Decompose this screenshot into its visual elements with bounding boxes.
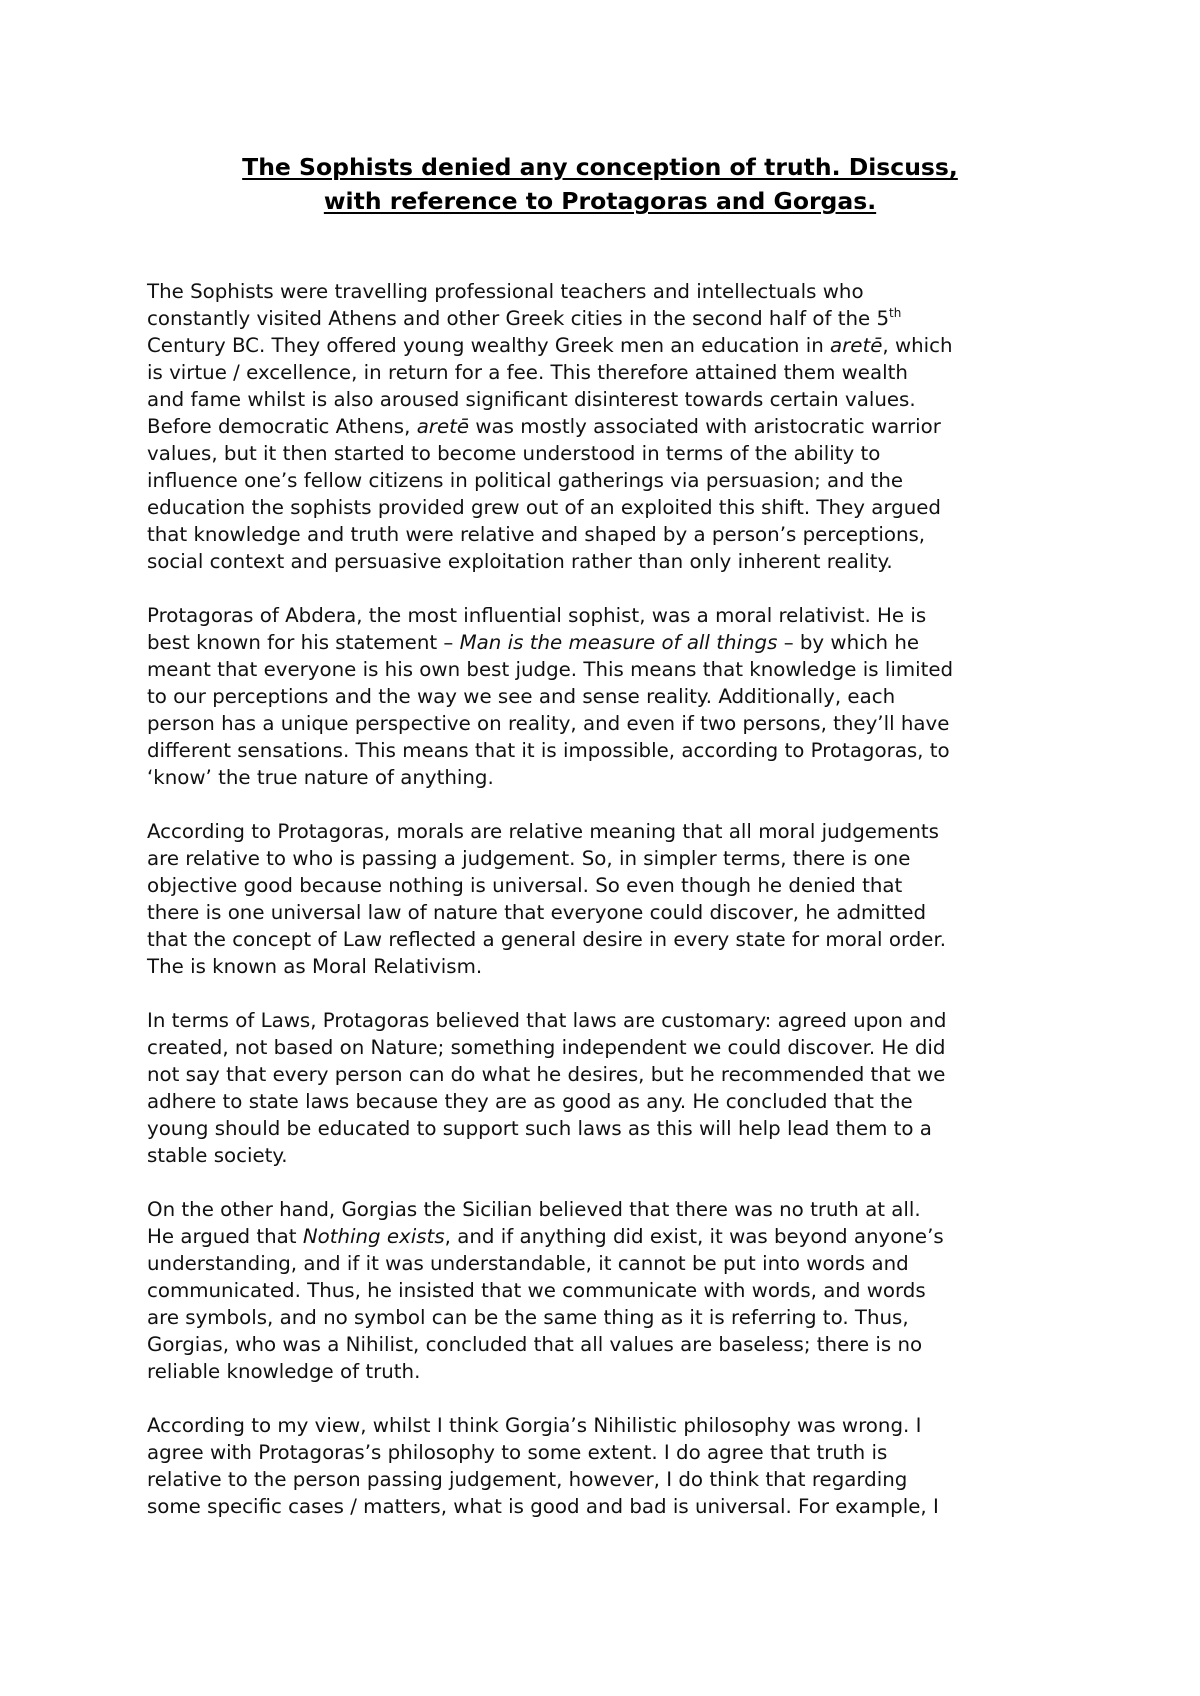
text-run: agree with Protagoras’s philosophy to some extent. I do agree that truth is [147,1441,888,1464]
text-line [147,1115,1067,1142]
text-line [147,1142,1067,1169]
paragraph-gorgias [147,1196,1067,1385]
text-run: to our perceptions and the way we see and sense reality. Additionally, each [147,685,896,708]
document-title [100,150,1100,218]
paragraph-moral-relativism [147,818,1067,980]
text-run: understanding, and if it was understandable, it cannot be put into words and [147,1252,909,1275]
text-line [147,359,1067,386]
text-line [147,764,1067,791]
text-run: , which [882,334,953,357]
text-line [147,386,1067,413]
text-run: are symbols, and no symbol can be the same thing as it is referring to. Thus, [147,1306,909,1329]
text-line [147,1061,1067,1088]
text-line [147,278,1067,305]
text-run: meant that everyone is his own best judge. This means that knowledge is limited [147,658,954,681]
italic-term: aretē [830,334,883,357]
text-run: not say that every person can do what he desires, but he recommended that we [147,1063,946,1086]
text-line [147,1088,1067,1115]
paragraph-laws [147,1007,1067,1169]
text-line [147,872,1067,899]
text-line [147,332,1067,359]
text-run: constantly visited Athens and other Greek cities in the second half of the 5 [147,307,890,330]
text-run: best known for his statement – [147,631,460,654]
superscript: th [889,306,902,320]
text-run: Gorgias, who was a Nihilist, concluded that all values are baseless; there is no [147,1333,923,1356]
text-run: created, not based on Nature; something independent we could discover. He did [147,1036,946,1059]
text-run: objective good because nothing is universal. So even though he denied that [147,874,903,897]
text-run: and fame whilst is also aroused significant disinterest towards certain values. [147,388,916,411]
text-run: In terms of Laws, Protagoras believed that laws are customary: agreed upon and [147,1009,947,1032]
text-line [147,845,1067,872]
text-line [147,629,1067,656]
text-run: The Sophists were travelling professional teachers and intellectuals who [147,280,864,303]
text-line [147,521,1067,548]
text-line [147,926,1067,953]
text-line [147,548,1067,575]
text-line [147,818,1067,845]
text-line [147,899,1067,926]
text-run: values, but it then started to become understood in terms of the ability to [147,442,881,465]
text-line [147,656,1067,683]
text-line [147,1250,1067,1277]
text-run: reliable knowledge of truth. [147,1360,421,1383]
text-line [147,1304,1067,1331]
text-run: relative to the person passing judgement, however, I do think that regarding [147,1468,908,1491]
text-run: ‘know’ the true nature of anything. [147,766,494,789]
text-line [147,737,1067,764]
text-run: According to Protagoras, morals are relative meaning that all moral judgements [147,820,939,843]
text-run: there is one universal law of nature that everyone could discover, he admitted [147,901,927,924]
text-run: adhere to state laws because they are as good as any. He concluded that the [147,1090,913,1113]
paragraph-personal-view [147,1412,1067,1520]
text-line [147,1034,1067,1061]
text-run: communicated. Thus, he insisted that we communicate with words, and words [147,1279,926,1302]
text-line [147,953,1067,980]
text-run: On the other hand, Gorgias the Sicilian believed that there was no truth at all. [147,1198,921,1221]
text-line [147,494,1067,521]
text-run: person has a unique perspective on reality, and even if two persons, they’ll have [147,712,950,735]
text-run: that knowledge and truth were relative and shaped by a person’s perceptions, [147,523,926,546]
text-run: social context and persuasive exploitation rather than only inherent reality. [147,550,893,573]
text-run: is virtue / excellence, in return for a fee. This therefore attained them wealth [147,361,908,384]
paragraph-protagoras-relativist [147,602,1067,791]
text-line [147,1007,1067,1034]
text-run: are relative to who is passing a judgement. So, in simpler terms, there is one [147,847,911,870]
text-run: , and if anything did exist, it was beyond anyone’s [444,1225,944,1248]
italic-term: aretē [416,415,470,438]
italic-quote: Man is the measure of all things [459,631,778,654]
text-line [147,1223,1067,1250]
text-run: Before democratic Athens, [147,415,417,438]
text-line [147,440,1067,467]
text-run: some specific cases / matters, what is good and bad is universal. For example, I [147,1495,939,1518]
text-line [147,1331,1067,1358]
italic-quote: Nothing exists [302,1225,445,1248]
text-run: Century BC. They offered young wealthy Greek men an education in [147,334,831,357]
text-line [147,1277,1067,1304]
text-run: He argued that [147,1225,303,1248]
text-line [147,602,1067,629]
text-line [147,683,1067,710]
text-line [147,1439,1067,1466]
document-body [147,278,1067,1547]
text-line [147,1466,1067,1493]
text-run: The is known as Moral Relativism. [147,955,483,978]
text-line [147,467,1067,494]
text-line [147,1196,1067,1223]
text-run: – by which he [777,631,920,654]
text-run: different sensations. This means that it is impossible, according to Protagoras, to [147,739,950,762]
text-run: Protagoras of Abdera, the most influential sophist, was a moral relativist. He is [147,604,927,627]
text-line [147,413,1067,440]
text-line [147,1358,1067,1385]
text-line [147,1493,1067,1520]
text-run: influence one’s fellow citizens in political gatherings via persuasion; and the [147,469,904,492]
text-run: stable society. [147,1144,288,1167]
paragraph-sophists-intro [147,278,1067,575]
text-run: was mostly associated with aristocratic warrior [469,415,941,438]
text-line [147,1412,1067,1439]
text-run: According to my view, whilst I think Gorgia’s Nihilistic philosophy was wrong. I [147,1414,922,1437]
text-line [147,305,1067,332]
text-run: education the sophists provided grew out of an exploited this shift. They argued [147,496,941,519]
title-line: with reference to Protagoras and Gorgas. [323,187,877,215]
text-line [147,710,1067,737]
title-line: The Sophists denied any conception of truth. Discuss, [242,153,958,181]
text-run: that the concept of Law reflected a general desire in every state for moral order. [147,928,947,951]
text-run: young should be educated to support such laws as this will help lead them to a [147,1117,932,1140]
